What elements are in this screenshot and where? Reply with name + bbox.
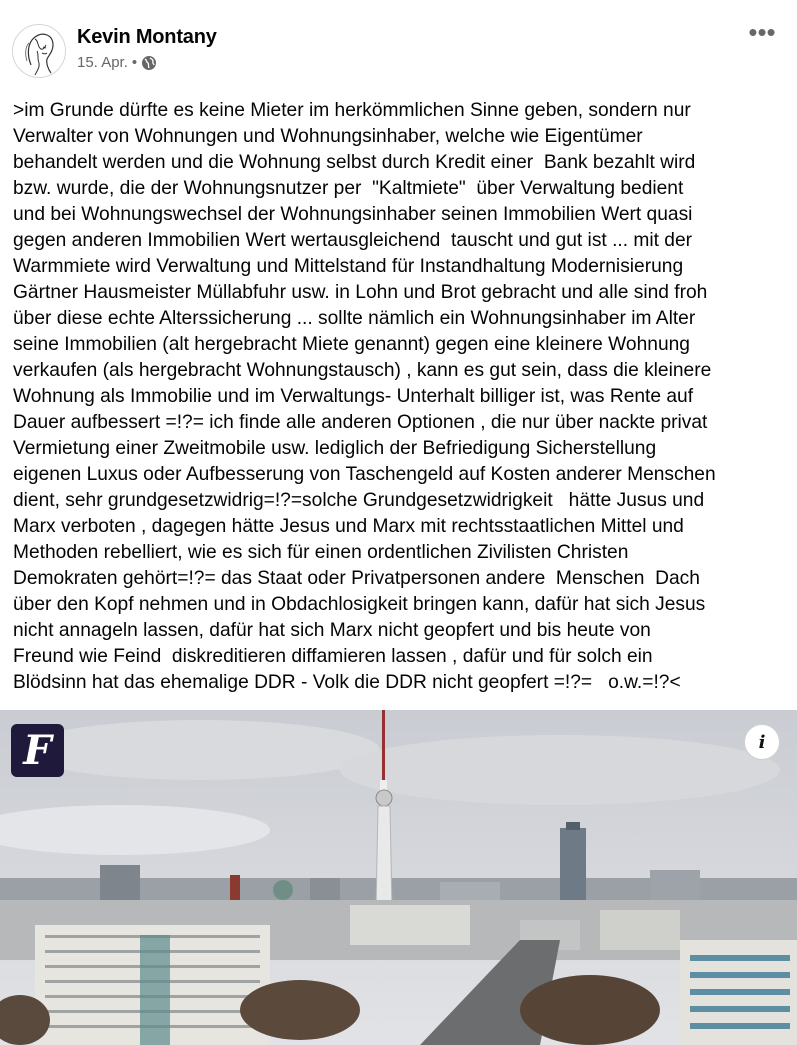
post-meta <box>77 54 157 71</box>
post-text: >im Grunde dürfte es keine Mieter im herkömmlichen Sinne geben, sondern nur Verwalter von Wohnungen und Wohnungsinhaber, welche wie Eigentümer behandelt werden und die Wohnung selbst durch Kredit einer Bank bezahlt wird bzw. wurde, die der Wohnungsnutzer per "Kaltmiete" über Verwaltung bedient und bei Wohnungswechsel der Wohnungsinhaber seinen Immobilien Wert quasi gegen anderen Immobilien Wert wertausgleichend tauscht und gut ist ... mit der Warmmiete wird Verwaltung und Mittelstand für Instandhaltung Modernisierung Gärtner Hausmeister Müllabfuhr usw. in Lohn und Brot gebracht und alle sind froh über diese echte Alterssicherung ... sollte nämlich ein Wohnungsinhaber im Alter seine Immobilien (alt hergebracht Miete genannt) gegen eine kleinere Wohnung verkaufen (als hergebracht Wohnungstausch) , kann es gut sein, dass die kleinere Wohnung als Immobilie und im Verwaltungs- Unterhalt billiger ist, was Rente auf Dauer aufbessert =!?= ich finde alle anderen Optionen , die nur über nackte privat Vermietung einer Zweitmobile usw. lediglich der Befriedigung Sicherstellung eigenen Luxus oder Aufbesserung von Taschengeld auf Kosten anderer Menschen dient, sehr grundgesetzwidrig=!?=solche Grundgesetzwidrigkeit hätte Jusus und Marx verboten , dagegen hätte Jesus und Marx mit rechtsstaatlichen Mittel und Methoden rebelliert, wie es sich für einen ordentlichen Zivilisten Christen Demokraten gehört=!?= das Staat oder Privatpersonen andere Menschen Dach über den Kopf nehmen und in Obdachlosigkeit bringen kann, dafür hat sich Jesus nicht annageln lassen, dafür hat sich Marx nicht geopfert und bis heute von Freund wie Feind diskreditieren diffamieren lassen , dafür und für solch ein Blödsinn hat das ehemalige DDR - Volk die DDR nicht geopfert =!?= o.w.=!?< <box>13 100 716 693</box>
link-preview-image[interactable] <box>0 710 797 1045</box>
globe-icon <box>141 55 157 71</box>
more-options-button[interactable]: ••• <box>748 17 776 47</box>
berlin-skyline-photo <box>0 710 797 1045</box>
info-button[interactable]: i <box>744 724 780 760</box>
post-header <box>0 0 797 90</box>
avatar[interactable] <box>12 24 66 78</box>
avatar-sketch-icon <box>13 25 66 78</box>
author-name[interactable]: Kevin Montany <box>77 26 217 48</box>
publisher-logo[interactable] <box>11 724 64 777</box>
meta-separator: • <box>131 54 138 71</box>
publisher-logo-letter: F <box>23 726 52 774</box>
post-date[interactable]: 15. Apr. <box>77 54 128 71</box>
